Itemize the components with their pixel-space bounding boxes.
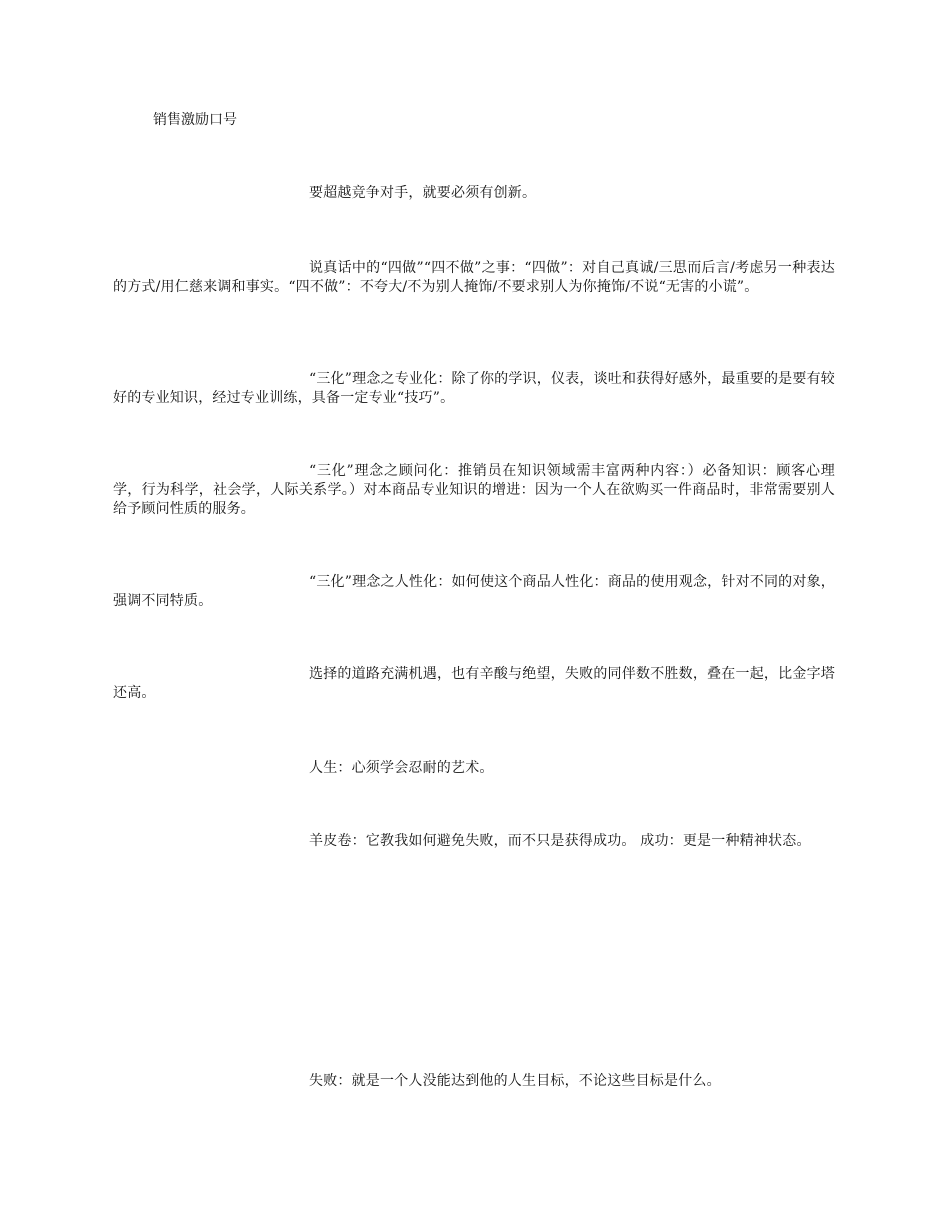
paragraph-consultancy: “三化”理念之顾问化：推销员在知识领域需丰富两种内容：）必备知识：顾客心理学，行为科学，社会学，人际关系学。）对本商品专业知识的增进：因为一个人在欲购买一件商品时，非常需要别人给予顾问性质的服务。 <box>113 463 835 517</box>
paragraph-failure: 失败：就是一个人没能达到他的人生目标，不论这些目标是什么。 <box>309 1073 721 1089</box>
paragraph-patience: 人生：心须学会忍耐的艺术。 <box>309 760 494 776</box>
paragraph-four-dos-donts: 说真话中的“四做”“四不做”之事：“四做”：对自己真诚/三思而后言/考虑另一种表达的方式/用仁慈来调和事实。“四不做”：不夸大/不为别人掩饰/不要求别人为你掩饰/不说“无害的小谎”。 <box>113 260 835 295</box>
paragraph-chosen-road: 选择的道路充满机遇，也有辛酸与绝望，失败的同伴数不胜数，叠在一起，比金字塔还高。 <box>113 666 835 701</box>
paragraph-scroll-success: 羊皮卷：它教我如何避免失败，而不只是获得成功。 成功：更是一种精神状态。 <box>309 833 811 849</box>
paragraph-innovation: 要超越竞争对手，就要必须有创新。 <box>309 185 537 201</box>
paragraph-humanization: “三化”理念之人性化：如何使这个商品人性化：商品的使用观念，针对不同的对象，强调不同特质。 <box>113 574 835 609</box>
document-title: 销售激励口号 <box>153 112 237 128</box>
paragraph-professionalization: “三化”理念之专业化：除了你的学识，仪表，谈吐和获得好感外，最重要的是要有较好的专业知识，经过专业训练，具备一定专业“技巧”。 <box>113 371 835 406</box>
